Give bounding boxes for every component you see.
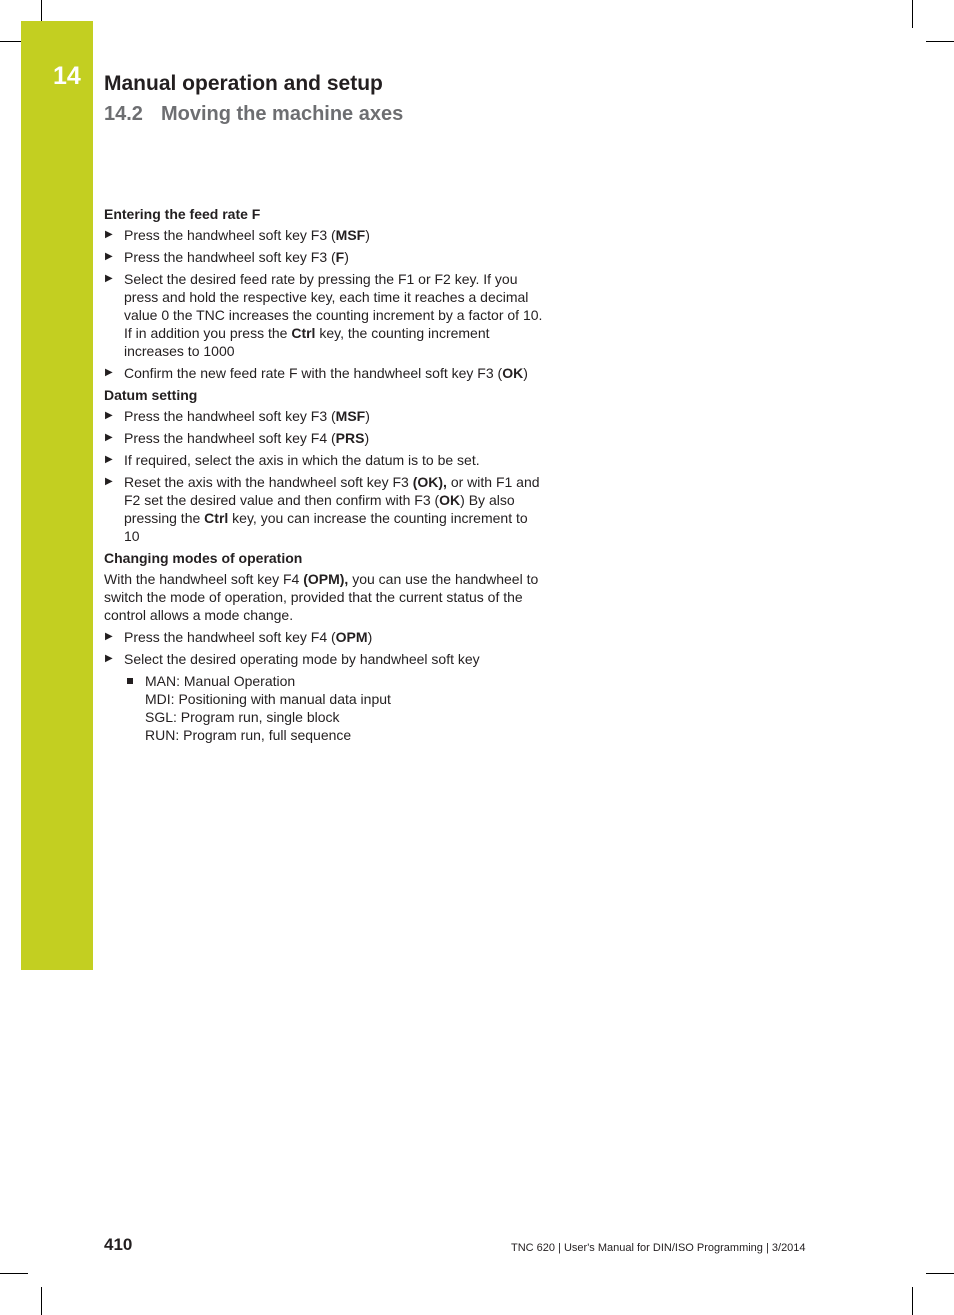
text-segment: ) <box>367 629 373 645</box>
text-segment: If required, select the axis in which the datum is to be set. <box>124 452 480 468</box>
bold-key-text: OK <box>439 492 461 508</box>
section-title <box>104 103 403 126</box>
section <box>104 549 544 744</box>
bold-key-text: F <box>335 249 345 265</box>
text-segment: Press the handwheel soft key F4 ( <box>124 430 336 446</box>
chapter-tab-bar <box>21 21 93 970</box>
triangle-bullet-icon: ▶ <box>105 454 113 465</box>
text-segment: ) By also pressing the <box>124 492 515 526</box>
text-segment: With the handwheel soft key F4 <box>104 571 304 587</box>
text-segment: ) <box>365 408 370 424</box>
bold-key-text: Ctrl <box>204 510 229 526</box>
step-item <box>104 628 544 646</box>
text-segment: Press the handwheel soft key F3 ( <box>124 227 336 243</box>
bold-key-text: OPM <box>335 629 368 645</box>
crop-mark <box>0 41 21 42</box>
bold-key-text: PRS <box>335 430 365 446</box>
mode-list <box>104 672 544 744</box>
text-segment: you can use the handwheel to switch the mode of operation, provided that the current status of the control allows a mode change. <box>104 571 539 623</box>
mode-list-line: RUN: Program run, full sequence <box>145 727 352 743</box>
bold-key-text: MSF <box>335 408 366 424</box>
triangle-bullet-icon: ▶ <box>105 432 113 443</box>
text-segment: Confirm the new feed rate F with the handwheel soft key F3 ( <box>124 365 503 381</box>
mode-list-line: SGL: Program run, single block <box>145 709 340 725</box>
body-content <box>104 205 544 744</box>
triangle-bullet-icon: ▶ <box>105 251 113 262</box>
triangle-bullet-icon: ▶ <box>105 273 113 284</box>
crop-mark <box>41 0 42 21</box>
bold-key-text: MSF <box>335 227 366 243</box>
chapter-number: 14 <box>53 62 81 90</box>
crop-mark <box>912 0 913 28</box>
mode-list-line: MAN: Manual Operation <box>145 673 296 689</box>
text-segment: ) <box>364 430 370 446</box>
triangle-bullet-icon: ▶ <box>105 653 113 664</box>
bold-key-text: OK <box>502 365 524 381</box>
step-item <box>104 226 544 244</box>
section-heading: Changing modes of operation <box>104 550 303 566</box>
text-segment: Press the handwheel soft key F3 ( <box>124 408 336 424</box>
bold-key-text: (OPM), <box>303 571 349 587</box>
section-heading: Datum setting <box>104 387 198 403</box>
section <box>104 386 544 545</box>
text-segment: Select the desired operating mode by handwheel soft key <box>124 651 480 667</box>
section-title-text: Moving the machine axes <box>160 103 404 125</box>
step-item <box>104 364 544 382</box>
crop-mark <box>912 1287 913 1315</box>
step-item <box>104 407 544 425</box>
triangle-bullet-icon: ▶ <box>105 631 113 642</box>
crop-mark <box>41 1287 42 1315</box>
chapter-title: Manual operation and setup <box>104 72 383 95</box>
step-item <box>104 270 544 360</box>
text-segment: key, you can increase the counting increment to 10 <box>124 510 528 544</box>
text-segment: Press the handwheel soft key F3 ( <box>124 249 336 265</box>
step-item <box>104 429 544 447</box>
text-segment: ) <box>365 227 370 243</box>
bold-key-text: (OK), <box>412 474 447 490</box>
step-item <box>104 473 544 545</box>
footer-text: TNC 620 | User's Manual for DIN/ISO Programming | 3/2014 <box>511 1242 806 1254</box>
triangle-bullet-icon: ▶ <box>105 367 113 378</box>
mode-list-line: MDI: Positioning with manual data input <box>145 691 391 707</box>
section <box>104 205 544 382</box>
text-segment: Press the handwheel soft key F4 ( <box>124 629 336 645</box>
step-item <box>104 650 544 668</box>
page-number: 410 <box>104 1235 133 1254</box>
triangle-bullet-icon: ▶ <box>105 410 113 421</box>
crop-mark <box>926 1273 954 1274</box>
text-segment: ) <box>523 365 528 381</box>
bold-key-text: Ctrl <box>291 325 316 341</box>
text-segment: key, the counting increment increases to 1000 <box>124 325 490 359</box>
triangle-bullet-icon: ▶ <box>105 229 113 240</box>
square-bullet-icon <box>127 678 133 684</box>
text-segment: ) <box>344 249 349 265</box>
crop-mark <box>926 41 954 42</box>
triangle-bullet-icon: ▶ <box>105 476 113 487</box>
text-segment: or with F1 and F2 set the desired value and then confirm with F3 ( <box>124 474 540 508</box>
paragraph <box>104 570 544 624</box>
section-number: 14.2 <box>104 103 143 125</box>
crop-mark <box>0 1273 28 1274</box>
step-item <box>104 451 544 469</box>
text-segment: Select the desired feed rate by pressing the F1 or F2 key. If you press and hold the respective key, each time it reaches a decimal value 0 the TNC increases the counting increment by a factor of 10. If in addition you press the <box>124 271 543 341</box>
step-item <box>104 248 544 266</box>
text-segment: Reset the axis with the handwheel soft key F3 <box>124 474 413 490</box>
section-heading: Entering the feed rate F <box>104 206 261 222</box>
